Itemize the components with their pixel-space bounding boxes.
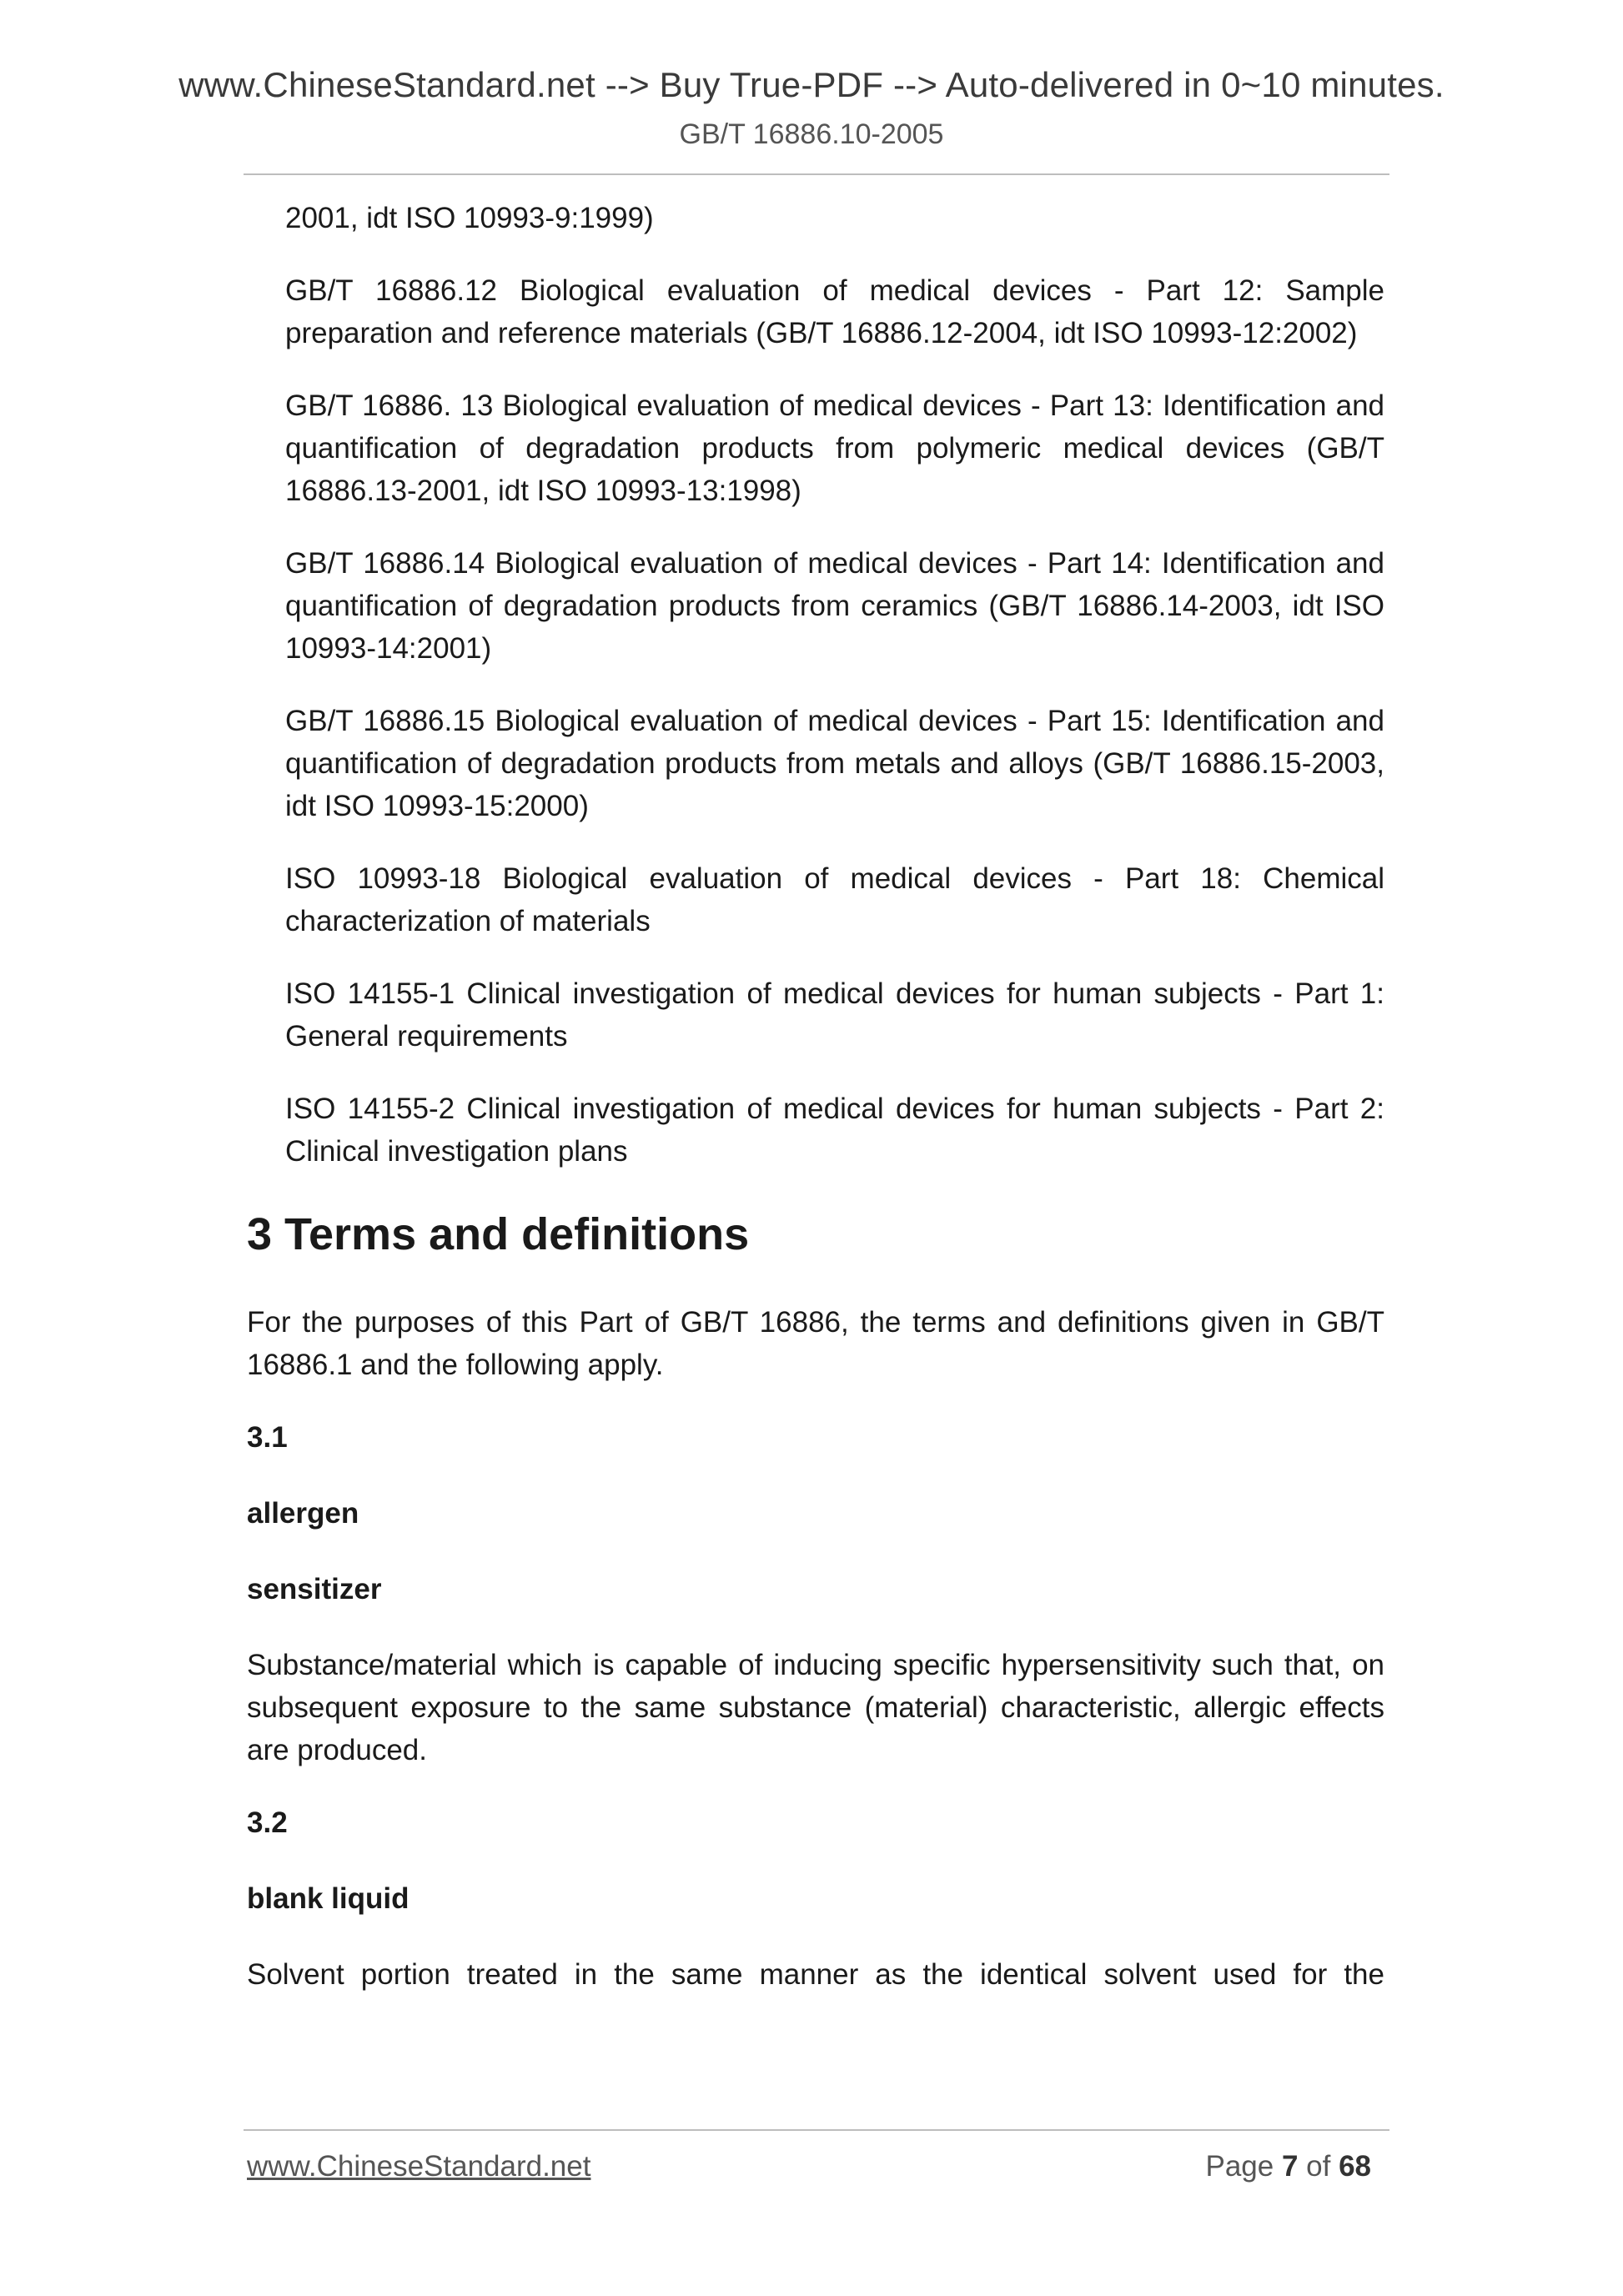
page-prefix: Page [1205,2150,1282,2183]
header-standard-id: GB/T 16886.10-2005 [679,118,944,150]
term-name: sensitizer [247,1573,382,1605]
reference-item: GB/T 16886. 13 Biological evaluation of medical devices - Part 13: Identification and quantification of degradation products from polymeric medical devices (GB/T 16886.13-2001, idt ISO 10993-13:1998) [285,389,1384,507]
reference-item: GB/T 16886.15 Biological evaluation of medical devices - Part 15: Identification and quantification of degradation products from metals and alloys (GB/T 16886.15-2003, idt ISO 10993-15:2000) [285,705,1384,822]
term-name: blank liquid [247,1882,410,1915]
footer-divider [244,2129,1389,2131]
term-number: 3.1 [247,1421,288,1454]
section-heading: 3 Terms and definitions [247,1209,750,1259]
reference-item: ISO 14155-1 Clinical investigation of medical devices for human subjects - Part 1: General requirements [285,977,1384,1053]
page-indicator [1205,2150,1371,2183]
term-number: 3.2 [247,1806,288,1839]
term-definition: Substance/material which is capable of inducing specific hypersensitivity such that, on subsequent exposure to the same substance (material) characteristic, allergic effects are produced. [247,1649,1384,1766]
reference-item: GB/T 16886.14 Biological evaluation of medical devices - Part 14: Identification and quantification of degradation products from ceramics (GB/T 16886.14-2003, idt ISO 10993-14:2001) [285,547,1384,665]
reference-item: ISO 10993-18 Biological evaluation of medical devices - Part 18: Chemical characterization of materials [285,862,1384,937]
term-name: allergen [247,1497,359,1530]
page-total: 68 [1339,2150,1371,2183]
page-current: 7 [1281,2150,1299,2183]
header-banner: www.ChineseStandard.net --> Buy True-PDF --> Auto-delivered in 0~10 minutes. [178,65,1445,104]
reference-item: ISO 14155-2 Clinical investigation of medical devices for human subjects - Part 2: Clinical investigation plans [285,1093,1384,1168]
section-intro: For the purposes of this Part of GB/T 16886, the terms and definitions given in GB/T 16886.1 and the following apply. [247,1306,1384,1381]
term-definition: Solvent portion treated in the same manner as the identical solvent used for the [247,1958,1384,1991]
document-body [247,197,1384,2026]
footer-site-link[interactable]: www.ChineseStandard.net [247,2150,591,2183]
header-divider [244,173,1389,175]
reference-item: GB/T 16886.12 Biological evaluation of medical devices - Part 12: Sample preparation and reference materials (GB/T 16886.12-2004, idt ISO 10993-12:2002) [285,274,1384,349]
reference-item: 2001, idt ISO 10993-9:1999) [285,202,654,234]
page-of: of [1298,2150,1339,2183]
